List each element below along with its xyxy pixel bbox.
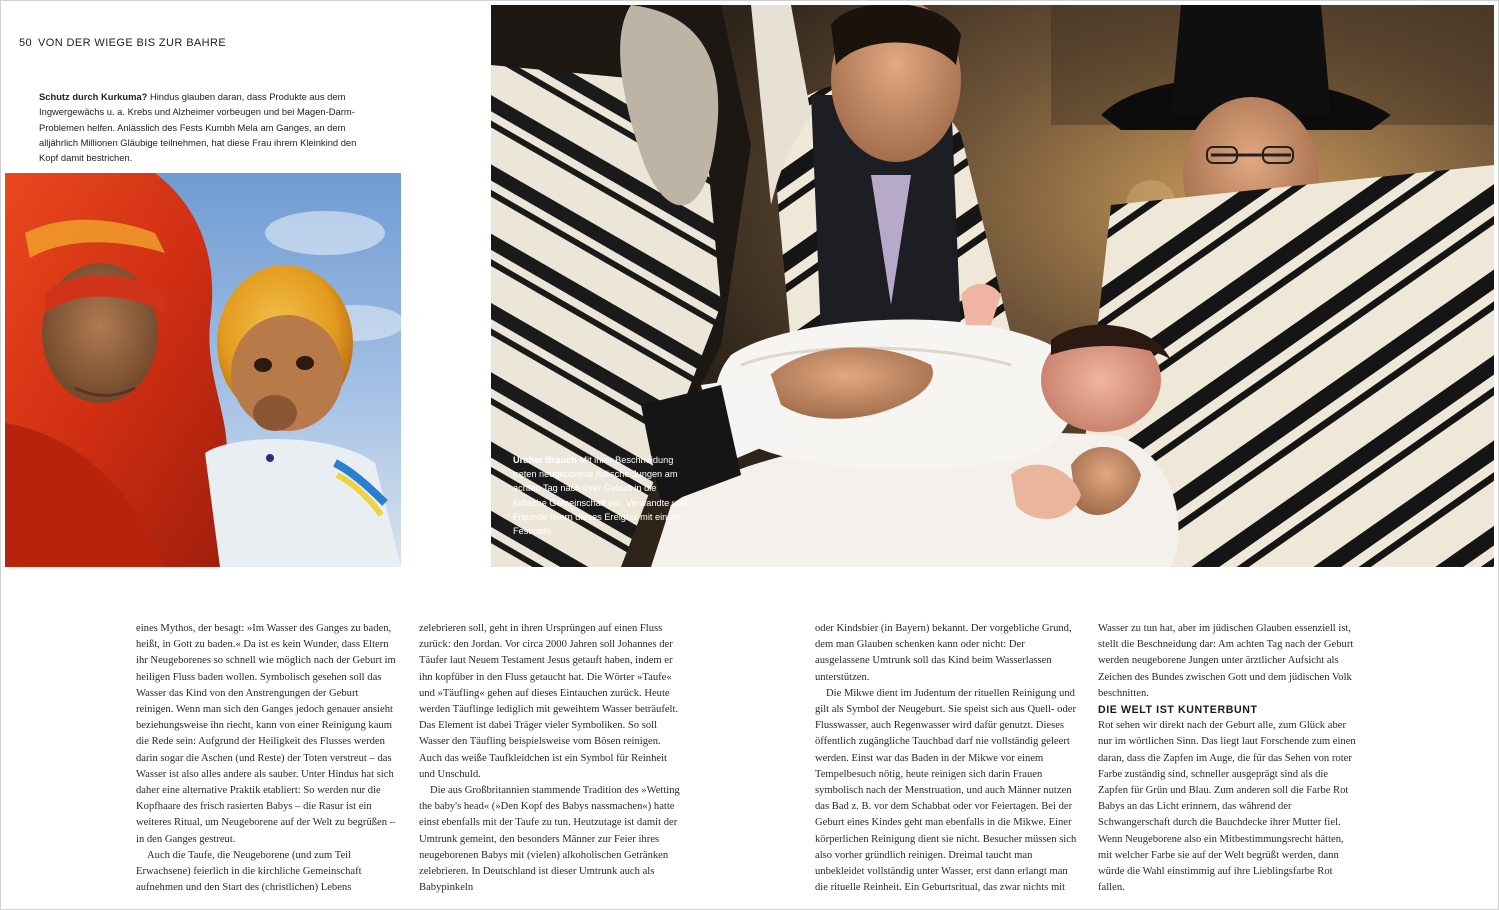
text-column-3 [815, 621, 1077, 910]
text-column-2 [419, 621, 681, 910]
page-number: 50 [19, 37, 33, 49]
photo-caption-ceremony [513, 453, 688, 538]
photo-mother-baby [5, 173, 401, 567]
caption-text: Mit ihrer Beschneidung treten neugeborene jüdische Jungen am achten Tag nach ihrer Geburt in die jüdische Gemeinschaft ein. Verwandte und Freunde feiern dieses Ereignis mit einem Festmahl. [513, 455, 688, 537]
caption-lead: Schutz durch Kurkuma? [39, 91, 148, 102]
caption-lead: Uralter Brauch [513, 455, 577, 465]
photo-caption-turmeric [39, 89, 369, 165]
paragraph: eines Mythos, der besagt: »Im Wasser des Ganges zu baden, heißt, in Gott zu baden.« Da ist es kein Wunder, dass Eltern ihr Neugeborenes so schnell wie möglich nach der Geburt im heiligen Fluss baden wollen. Symbolisch gesehen soll das Wasser das Kind von den Anstrengungen der Geburt reinigen. Wenn man sich den Ganges jedoch genauer ansieht beziehungsweise ihn riecht, kann von einer Reinigung kaum die Rede sein: Aufgrund der Heiligkeit des Flusses werden darin sogar die Aschen (und Reste) der Toten verstreut – das Wasser ist also alles andere als sauber. Unter Hindus hat sich daher eine alternative Praktik etabliert: So werden nur die Kopfhaare des frisch rasierten Babys – die Rasur ist ein weiteres Ritual, um Neugeborene auf der Welt zu begrüßen – in den Ganges gestreut. [136, 623, 396, 845]
paragraph: Wasser zu tun hat, aber im jüdischen Glauben essenziell ist, stellt die Beschneidung dar: Am achten Tag nach der Geburt werden neugeborene Jungen unter ärztlicher Aufsicht als Zeichen des Bundes zwischen Gott und dem jüdischen Volk beschnitten. [1098, 623, 1354, 699]
paragraph: Die aus Großbritannien stammende Tradition des »Wetting the baby's head« (»Den Kopf des Babys nassmachen«) hatte einst ebenfalls mit der Taufe zu tun. Heutzutage ist damit der Umtrunk gemeint, den besonders Männer zur Feier ihres neugeborenen Babys mit (vielen) alkoholischen Getränken zelebrieren. In Deutschland ist dieser Umtrunk auch als Babypinkeln [419, 785, 680, 894]
photo-mother-baby-illustration [5, 173, 401, 567]
paragraph: Rot sehen wir direkt nach der Geburt alle, zum Glück aber nur im wörtlichen Sinn. Das liegt laut Forschende zum einen daran, dass die Zapfen im Auge, die für das Sehen von roter Farbe zuständig sind, schneller ausgeprägt sind als die Zapfen für Grün und Blau. Zum anderen soll die Farbe Rot Babys an das Licht erinnern, das während der Schwangerschaft durch die Bauchdecke ihrer Mutter fiel. Wenn Neugeborene also ein Mitbestimmungsrecht hätten, mit welcher Farbe sie auf der Welt begrüßt werden, dann würde die Wahl einstimmig auf ihre Lieblingsfarbe Rot fallen. [1098, 720, 1356, 894]
caption-text: Hindus glauben daran, dass Produkte aus dem Ingwergewächs u. a. Krebs und Alzheimer vorbeugen und bei Magen-Darm-Problemen helfen. Anlässlich des Fests Kumbh Mela am Ganges, an dem alljährlich Millionen Gläubige teilnehmen, hat diese Frau ihrem Kleinkind den Kopf damit bestrichen. [39, 91, 357, 164]
paragraph: Auch die Taufe, die Neugeborene (und zum Teil Erwachsene) feierlich in die kirchliche Gemeinschaft aufnehmen und den Start des (christlichen) Lebens [136, 849, 362, 894]
text-column-1 [136, 621, 398, 910]
paragraph: oder Kindsbier (in Bayern) bekannt. Der vorgebliche Grund, dem man Glauben schenken kann oder nicht: Der ausgelassene Umtrunk soll das Kind beim Wasserlassen unterstützen. [815, 623, 1072, 683]
running-header [19, 37, 226, 49]
section-title: VON DER WIEGE BIS ZUR BAHRE [38, 37, 227, 49]
text-column-4 [1098, 621, 1360, 910]
paragraph: Die Mikwe dient im Judentum der rituellen Reinigung und gilt als Symbol der Neugeburt. Sie speist sich aus Quell- oder Flusswasser, auch Regenwasser wird dafür genutzt. Dieses öffentlich zugängliche Tauchbad darf nie vollständig geleert werden. Einst war das Baden in der Mikwe vor einem Tempelbesuch nötig, heute reinigen sich darin Frauen symbolisch nach der Menstruation, und auch Männer nutzen das Bad z. B. vor dem Schabbat oder vor Feiertagen. Bei der Geburt eines Kindes geht man ebenfalls in die Mikwe. Einer körperlichen Reinigung dient sie nicht. Besucher müssen sich also vorher gründlich reinigen. Dreimal taucht man unbekleidet vollständig unter Wasser, erst dann erlangt man die rituelle Reinheit. Ein Geburtsritual, das zwar nichts mit [815, 687, 1077, 894]
paragraph: zelebrieren soll, geht in ihren Ursprüngen auf einen Fluss zurück: den Jordan. Vor circa 2000 Jahren soll Johannes der Täufer laut Neuem Testament Jesus getauft haben, indem er ihn kopfüber in den Fluss getaucht hat. Die Wörter »Taufe« und »Täufling« gehen auf dieses Eintauchen zurück. Heute werden Täuflinge lediglich mit geweihtem Wasser beträufelt. Das Element ist dabei Träger vieler Symboliken. So soll Wasser den Täufling beispielsweise vom Bösen reinigen. Auch das weiße Taufkleidchen ist ein Symbol für Reinheit und Unschuld. [419, 623, 679, 780]
section-subheading: DIE WELT IST KUNTERBUNT [1098, 704, 1258, 717]
